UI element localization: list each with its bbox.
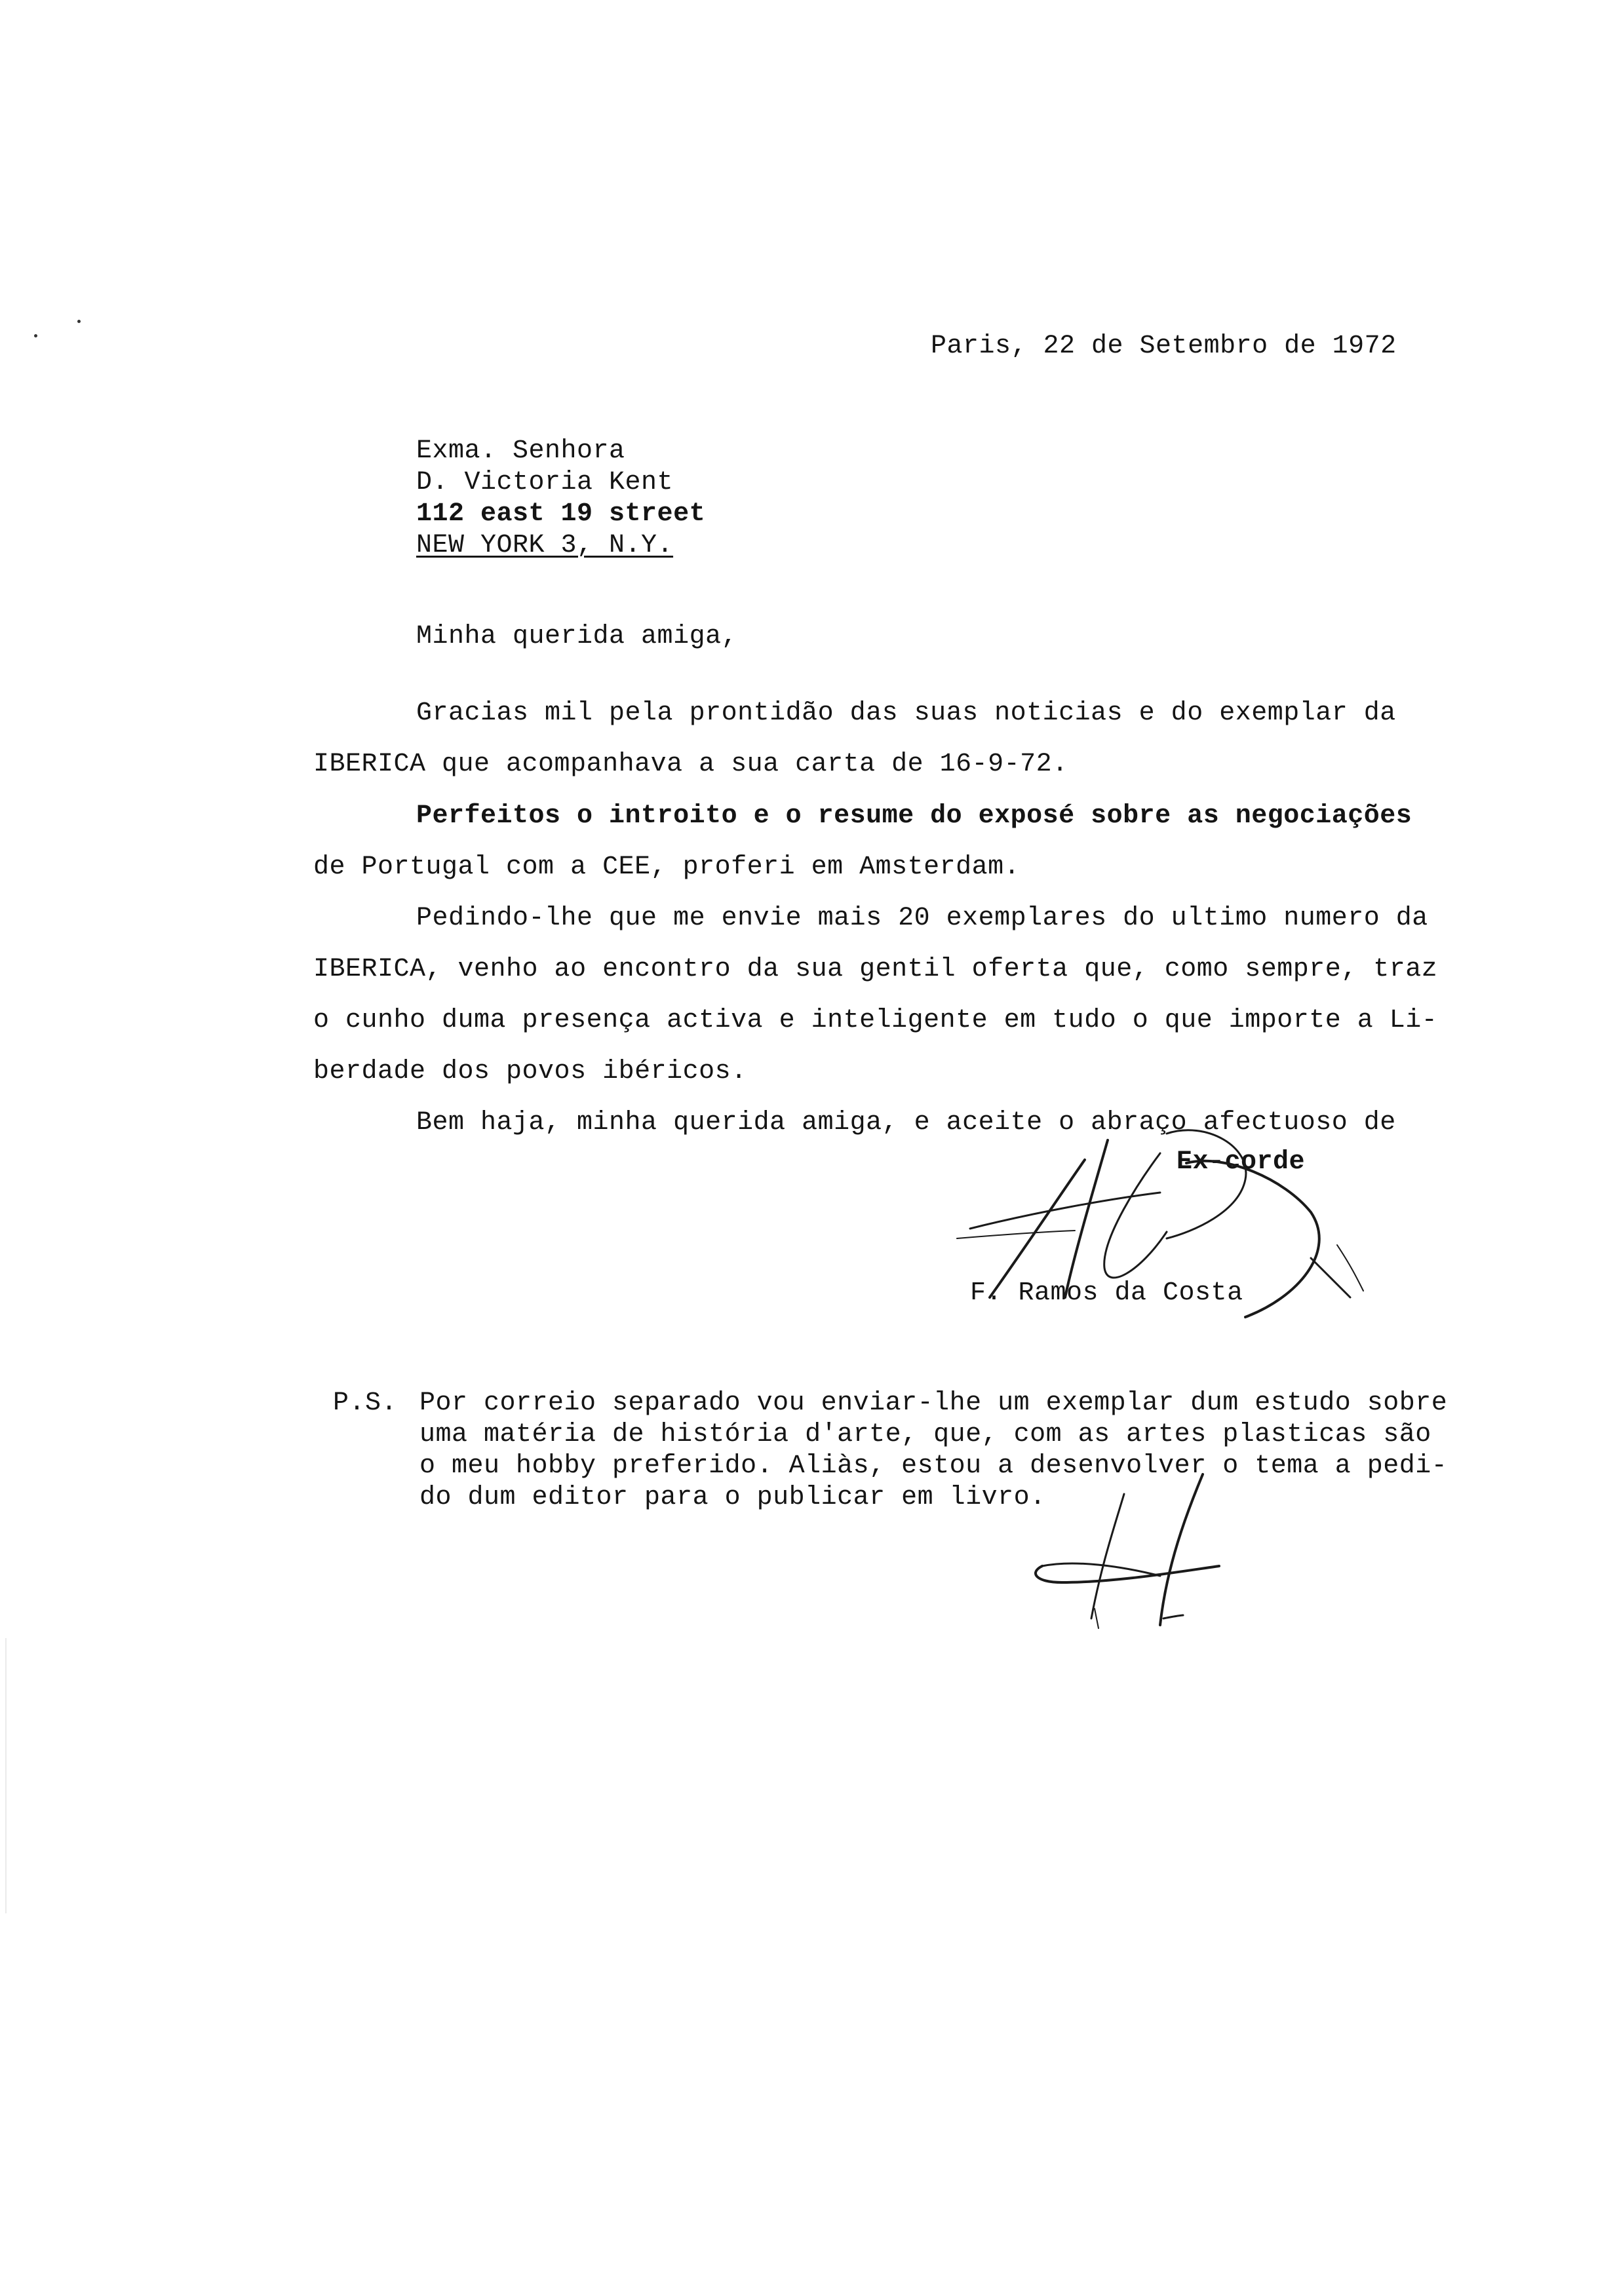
body-line-6: IBERICA, venho ao encontro da sua gentil oferta que, como sempre, traz <box>313 955 1438 984</box>
signer-name: F. Ramos da Costa <box>970 1278 1243 1308</box>
body-line-7: o cunho duma presença activa e inteligente em tudo o que importe a Li- <box>313 1006 1438 1035</box>
address-line-1: Exma. Senhora <box>416 436 625 466</box>
postscript-line-2: uma matéria de história d'arte, que, com as artes plasticas são <box>419 1420 1431 1449</box>
body-line-1: Gracias mil pela prontidão das suas noticias e do exemplar da <box>416 698 1396 728</box>
ink-speck <box>34 334 37 337</box>
salutation: Minha querida amiga, <box>416 622 738 651</box>
address-line-3: 112 east 19 street <box>416 499 706 529</box>
body-line-2: IBERICA que acompanhava a sua carta de 16-9-72. <box>313 750 1068 779</box>
paper-crease <box>5 1638 7 1913</box>
body-line-4: de Portugal com a CEE, proferi em Amsterdam. <box>313 852 1021 882</box>
body-line-3: Perfeitos o introito e o resume do exposé sobre as negociações <box>416 801 1412 831</box>
closing: Ex-corde <box>1177 1147 1306 1177</box>
postscript-line-3: o meu hobby preferido. Aliàs, estou a desenvolver o tema a pedi- <box>419 1451 1448 1481</box>
handwritten-signature <box>944 1101 1370 1337</box>
postscript-line-4: do dum editor para o publicar em livro. <box>419 1483 1046 1512</box>
address-line-4: NEW YORK 3, N.Y. <box>416 531 674 560</box>
body-line-9: Bem haja, minha querida amiga, e aceite o abraço afectuoso de <box>416 1108 1396 1138</box>
body-line-8: berdade dos povos ibéricos. <box>313 1057 747 1086</box>
postscript-line-1: Por correio separado vou enviar-lhe um exemplar dum estudo sobre <box>419 1388 1448 1418</box>
body-line-5: Pedindo-lhe que me envie mais 20 exemplares do ultimo numero da <box>416 904 1428 933</box>
dateline: Paris, 22 de Setembro de 1972 <box>931 332 1397 361</box>
address-line-2: D. Victoria Kent <box>416 468 674 497</box>
ink-speck <box>77 320 81 323</box>
handwritten-initials <box>1022 1468 1258 1645</box>
postscript-label: P.S. <box>333 1388 398 1418</box>
